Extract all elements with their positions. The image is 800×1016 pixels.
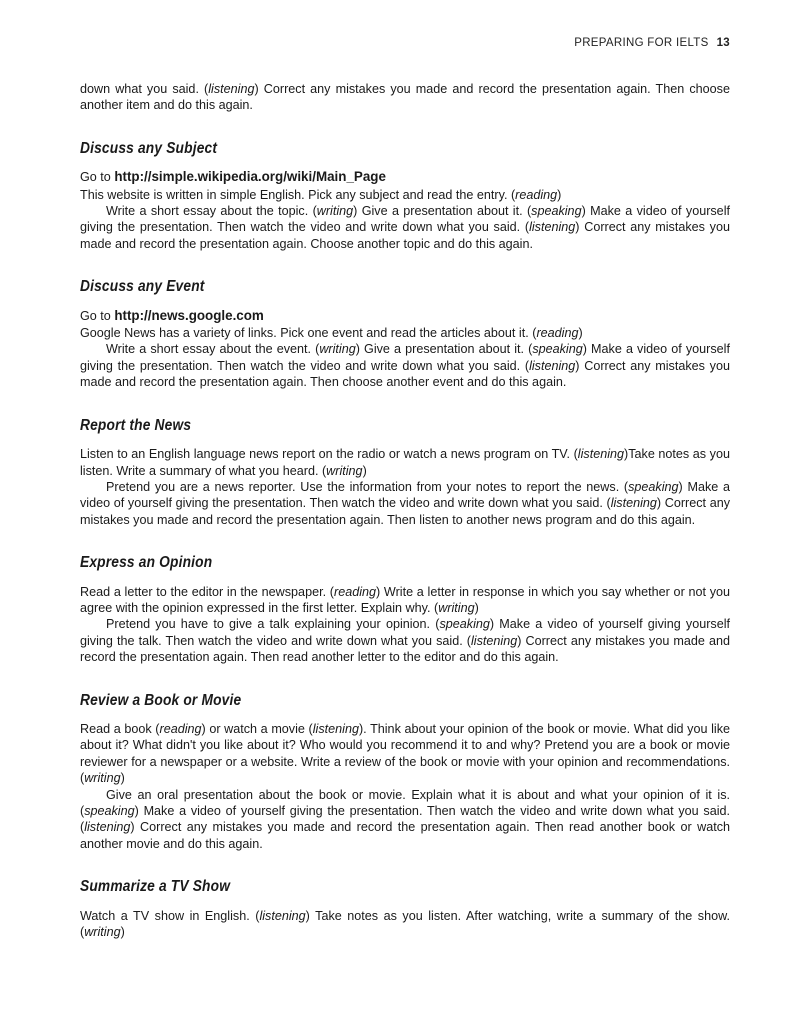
paragraph: Pretend you are a news reporter. Use the information from your notes to report the news. (speaking) Make a video of yourself giving the presentation. Then watch the video and write down what you said. (listening) Correct any mistakes you made and record the presentation again. Then listen to another news program and do this again. [80,479,730,527]
goto-label: Go to [80,308,111,323]
paragraph: Write a short essay about the topic. (writing) Give a presentation about it. (speaking) Make a video of yourself giving the presentation. Then watch the video and write down what you said. (listening) Correct any mistakes you made and record the presentation again. Choose another topic and do this again. [80,204,730,251]
section-heading: Express an Opinion [80,554,213,572]
section-discuss-event [80,279,730,390]
goto-label: Go to [80,170,111,185]
section-heading: Review a Book or Movie [80,691,242,709]
paragraph: Read a letter to the editor in the newspaper. (reading) Write a letter in response in which you say whether or not you agree with the opinion expressed in the first letter. Explain why. (writing) [80,584,731,615]
section-heading: Summarize a TV Show [80,878,231,896]
section-heading: Discuss any Subject [80,139,218,157]
section-report-news [80,418,730,528]
running-title: PREPARING FOR IELTS [574,37,709,49]
section-summarize-tv-show [80,879,730,940]
section-review-book-movie [80,693,730,853]
running-head [574,37,730,49]
intro-paragraph: down what you said. (listening) Correct any mistakes you made and record the presentation again. Then choose another item and do this again. [80,82,730,113]
goto-line [80,308,730,324]
paragraph: This website is written in simple English. Pick any subject and read the entry. (reading) [80,187,562,202]
section-heading: Discuss any Event [80,278,205,296]
page-number: 13 [716,37,730,49]
paragraph: Google News has a variety of links. Pick one event and read the articles about it. (reading) [80,326,583,341]
paragraph: Listen to an English language news report on the radio or watch a news program on TV. (listening)Take notes as you listen. Write a summary of what you heard. (writing) [80,447,730,478]
section-heading: Report the News [80,416,192,434]
paragraph: Watch a TV show in English. (listening) Take notes as you listen. After watching, write a summary of the show. (writing) [80,908,730,940]
paragraph: Pretend you have to give a talk explaining your opinion. (speaking) Make a video of yourself giving yourself giving the talk. Then watch the video and write down what you said. (listening) Correct any mistakes you made and record the presentation again. Then read another letter to the editor and do this again. [80,617,731,665]
paragraph: Read a book (reading) or watch a movie (listening). Think about your opinion of the book or movie. What did you like about it? What didn't you like about it? Who would you recommend it to and why? Pretend you are a book or movie reviewer for a newspaper or a website. Write a review of the book or movie with your opinion and recommendations. (writing) [80,721,730,786]
page-body [80,81,730,940]
url-link[interactable]: http://news.google.com [114,307,264,323]
section-express-opinion [80,555,730,665]
section-discuss-subject [80,141,730,252]
goto-line [80,169,730,185]
url-link[interactable]: http://simple.wikipedia.org/wiki/Main_Page [114,169,386,185]
paragraph: Write a short essay about the event. (writing) Give a presentation about it. (speaking) Make a video of yourself giving the presentation. Then watch the video and write down what you said. (listening) Correct any mistakes you made and record the presentation again. Then choose another event and do this again. [80,342,730,390]
paragraph: Give an oral presentation about the book or movie. Explain what it is about and what your opinion of it is. (speaking) Make a video of yourself giving the presentation. Then watch the video and write down what you said. (listening) Correct any mistakes you made and record the presentation again. Then read another book or watch another movie and do this again. [80,787,730,851]
